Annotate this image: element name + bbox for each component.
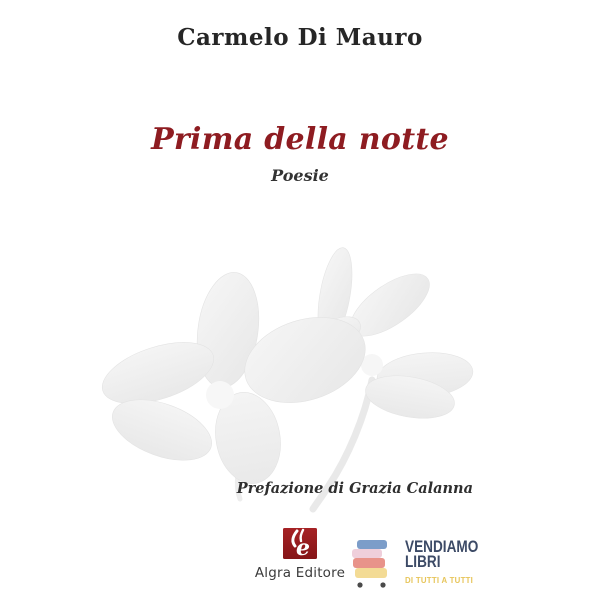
distributor-name-line1: VENDIAMO [405,537,479,556]
author-name: Carmelo Di Mauro [177,24,423,51]
algra-logo-icon [282,528,318,560]
publisher-logo-algra [254,528,346,581]
publisher-name: Algra Editore [254,565,346,581]
distributor-logo-vendiamolibri [350,537,497,593]
book-title: Prima della notte [151,122,449,157]
svg-text:e: e [296,535,310,560]
preface-credit: Prefazione di Grazia Calanna [236,480,473,497]
distributor-name-line2: LIBRI [405,551,441,571]
book-cart-icon [350,537,396,593]
distributor-tagline: DI TUTTI A TUTTI [405,575,474,585]
book-subtitle: Poesie [271,166,329,185]
